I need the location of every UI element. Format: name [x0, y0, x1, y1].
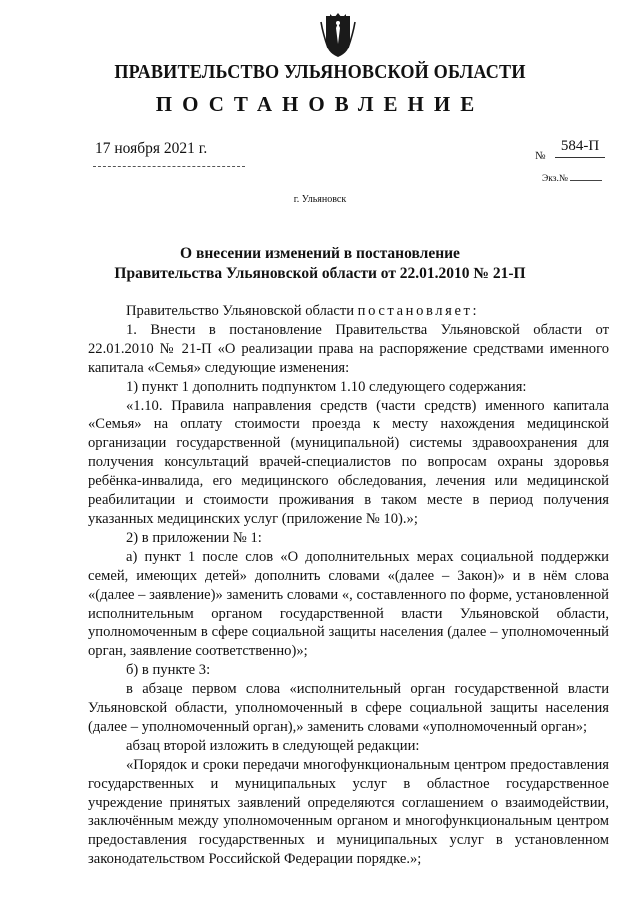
document-type: ПОСТАНОВЛЕНИЕ	[155, 92, 485, 116]
organization-title: ПРАВИТЕЛЬСТВО УЛЬЯНОВСКОЙ ОБЛАСТИ	[114, 62, 526, 83]
paragraph-subitem-2: 2) в приложении № 1:	[126, 529, 262, 546]
paragraph-second-abzac: абзац второй изложить в следующей редакции:	[126, 737, 420, 754]
title-line-1: О внесении изменений в постановление	[180, 245, 460, 262]
intro-text: Правительство Ульяновской области	[126, 303, 358, 319]
paragraph-first-abzac: в абзаце первом слова «исполнительный орган государственной власти Ульяновской области, уполномоченный в сфере социальной защиты населения (далее – уполномоченный орган),» заменить словами «уполномоченный орган»;	[88, 681, 609, 735]
coat-of-arms-icon	[318, 10, 358, 60]
intro-colon: :	[472, 303, 477, 319]
date-underline	[93, 166, 245, 167]
copy-label: Экз.№	[542, 174, 568, 184]
copy-underline	[570, 180, 602, 181]
paragraph-subitem-1: 1) пункт 1 дополнить подпунктом 1.10 следующего содержания:	[126, 378, 527, 395]
document-number: 584-П	[555, 138, 605, 158]
copy-number	[542, 174, 602, 184]
number-prefix: №	[535, 150, 546, 162]
document-date: 17 ноября 2021 г.	[95, 140, 208, 157]
document-body	[88, 302, 609, 869]
paragraph-quote-1-10: «1.10. Правила направления средств (части средств) именного капитала «Семья» на оплату стоимости проезда к месту нахождения медицинской организации государственной (муниципальной) системы здравоохранения для получения консультаций врачей-специалистов по вопросам охраны здоровья ребёнка-инвалида, его медицинского обследования, лечения или медицинской реабилитации и стоимости проживания в таком месте в период получения указанных медицинских услуг (приложение № 10).»;	[88, 397, 609, 527]
intro-keyword: постановляет	[357, 303, 473, 319]
title-line-2: Правительства Ульяновской области от 22.01.2010 № 21-П	[114, 265, 526, 282]
paragraph-subitem-b: б) в пункте 3:	[126, 662, 211, 679]
intro-paragraph	[88, 302, 609, 321]
city: г. Ульяновск	[293, 194, 347, 205]
paragraph-quote-order: «Порядок и сроки передачи многофункциональным центром предоставления государственных и муниципальных услуг в областное государственное учреждение принятых заявлений определяются соглашением о взаимодействии, заключённым между уполномоченным органом и многофункциональным центром предоставления государственных и муниципальных услуг в установленном законодательством Российской Федерации порядке.»;	[88, 756, 609, 868]
document-title	[0, 244, 640, 284]
paragraph-subitem-a: а) пункт 1 после слов «О дополнительных мерах социальной поддержки семей, имеющих детей» дополнить словами «(далее – Закон)» и в нём слова «(далее – заявление)» заменить словами «, составленного по форме, установленной исполнительным органом государственной власти Ульяновской области, уполномоченным в сфере социальной защиты населения (далее – уполномоченный орган, заявление соответственно)»;	[88, 548, 609, 660]
paragraph-item-1: 1. Внести в постановление Правительства Ульяновской области от 22.01.2010 № 21-П «О реализации права на распоряжение средствами именного капитала «Семья» следующие изменения:	[88, 321, 609, 376]
